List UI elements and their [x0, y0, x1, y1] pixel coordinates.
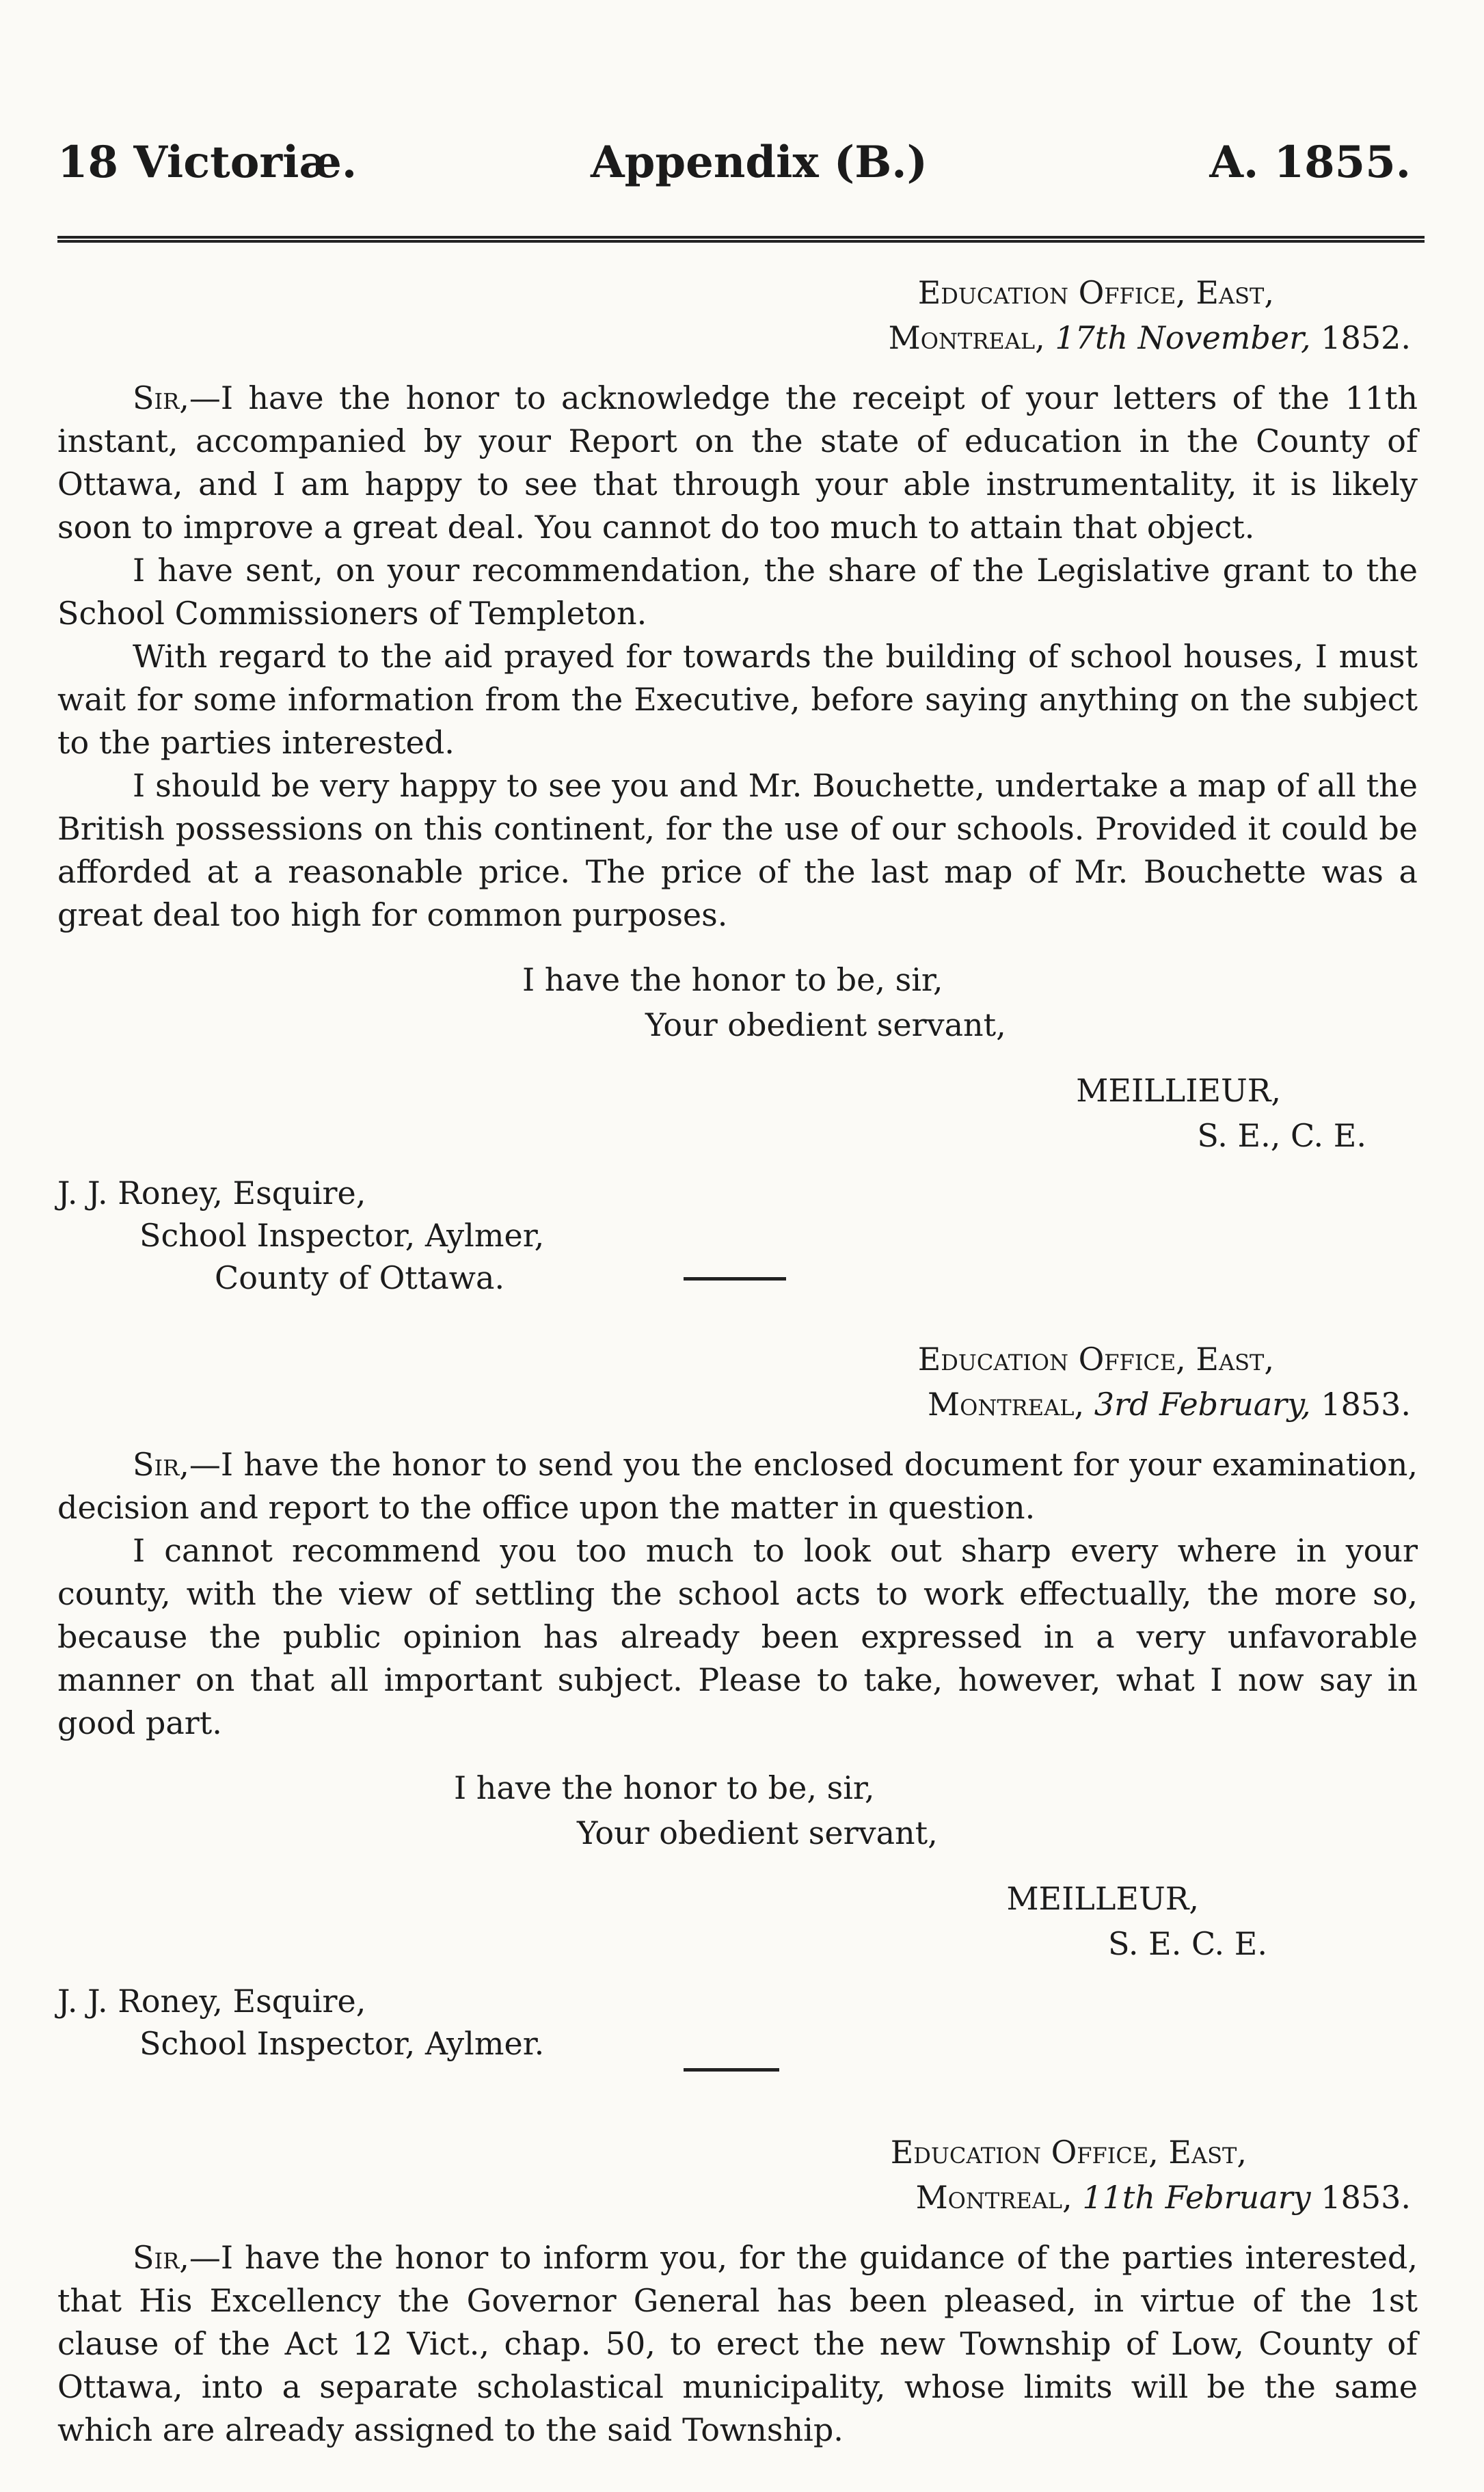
- letter-1-closing: I have the honor to be, sir, Your obedient servant,: [522, 961, 1006, 1043]
- letter-1-paragraph: Sir,—I have the honor to acknowledge the receipt of your letters of the 11th instant, accompanied by your Report on the state of education in the County of Ottawa, and I am happy to see that through your able instrumentality, it is likely soon to improve a great deal. You cannot do too much to attain that object.: [57, 379, 1418, 546]
- letter-3-dateline: [57, 2130, 1411, 2220]
- letter-2-place: Montreal,: [927, 1386, 1085, 1423]
- letter-2-place-date: [57, 1382, 1411, 1427]
- letter-2: [57, 1337, 1418, 2065]
- letter-3-office: Education Office, East,: [890, 2134, 1247, 2171]
- letter-1-salutation: Sir,: [133, 379, 189, 416]
- letter-2-body: [57, 1443, 1418, 1745]
- letter-2-date: 3rd February,: [1094, 1386, 1311, 1423]
- letter-3: [57, 2130, 1418, 2452]
- letter-separator: [684, 2068, 779, 2072]
- letter-3-year: 1853.: [1321, 2179, 1411, 2216]
- letter-3-salutation: Sir,: [133, 2239, 189, 2276]
- letter-1-date: 17th November,: [1055, 319, 1311, 356]
- letter-2-paragraph: Sir,—I have the honor to send you the enclosed document for your examination, decision and report to the office upon the matter in question.: [57, 1446, 1418, 1526]
- letter-separator: [684, 1277, 786, 1281]
- letter-1-place: Montreal,: [888, 319, 1045, 356]
- letter-1-signature: MEILLIEUR, S. E., C. E.: [1076, 1072, 1366, 1154]
- letter-3-place-date: [57, 2175, 1411, 2220]
- letter-3-place: Montreal,: [915, 2179, 1072, 2216]
- letter-1-body: [57, 377, 1418, 937]
- letter-3-date: 11th February: [1082, 2179, 1311, 2216]
- letter-2-signature: MEILLEUR, S. E. C. E.: [1006, 1880, 1267, 1962]
- letter-1-paragraph: With regard to the aid prayed for towards the building of school houses, I must wait for some information from the Executive, before saying anything on the subject to the parties interested.: [57, 638, 1418, 761]
- letter-1-office: Education Office, East,: [917, 274, 1274, 311]
- letter-2-paragraph: I cannot recommend you too much to look out sharp every where in your county, with the view of settling the school acts to work effectually, the more so, because the public opinion has already been expressed in a very unfavorable manner on that all important subject. Please to take, however, what I now say in good part.: [57, 1532, 1418, 1741]
- letter-1: [57, 270, 1418, 1299]
- header-double-rule: [57, 236, 1425, 243]
- letter-1-place-date: [57, 315, 1411, 360]
- letter-2-office: Education Office, East,: [917, 1341, 1274, 1378]
- letter-2-closing: I have the honor to be, sir, Your obedient servant,: [454, 1769, 938, 1851]
- letter-1-paragraph: I should be very happy to see you and Mr. Bouchette, undertake a map of all the British possessions on this continent, for the use of our schools. Provided it could be afforded at a reasonable price. The price of the last map of Mr. Bouchette was a great deal too high for common purposes.: [57, 767, 1418, 933]
- letter-1-paragraph: I have sent, on your recommendation, the share of the Legislative grant to the School Commissioners of Templeton.: [57, 552, 1418, 632]
- letter-1-year: 1852.: [1321, 319, 1411, 356]
- letter-1-addressee: J. J. Roney, Esquire, School Inspector, Aylmer, County of Ottawa.: [57, 1175, 545, 1296]
- letter-1-dateline: [57, 270, 1411, 360]
- letter-3-body: [57, 2236, 1418, 2452]
- letter-2-salutation: Sir,: [133, 1446, 189, 1483]
- header-year: A. 1855.: [1209, 137, 1411, 188]
- page-header: [57, 137, 1425, 212]
- letter-2-year: 1853.: [1321, 1386, 1411, 1423]
- letter-2-addressee: J. J. Roney, Esquire, School Inspector, Aylmer.: [57, 1983, 545, 2062]
- header-session: 18 Victoriæ.: [57, 137, 357, 188]
- letter-3-paragraph: Sir,—I have the honor to inform you, for the guidance of the parties interested, that His Excellency the Governor General has been pleased, in virtue of the 1st clause of the Act 12 Vict., chap. 50, to erect the new Township of Low, County of Ottawa, into a separate scholastical municipality, whose limits will be the same which are already assigned to the said Township.: [57, 2239, 1418, 2448]
- letter-2-dateline: [57, 1337, 1411, 1427]
- header-appendix: Appendix (B.): [591, 137, 928, 188]
